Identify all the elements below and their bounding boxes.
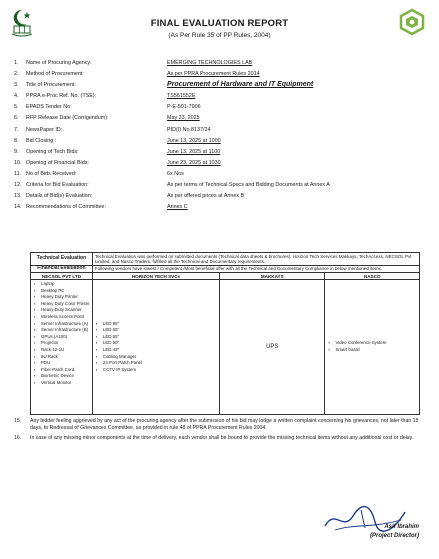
field-label: PPRA e-Proc Ref. No. (TSE): [26, 93, 97, 100]
notes-section [14, 418, 424, 446]
financial-evaluation-row [31, 265, 420, 272]
field-value: June 13, 2025 at 1000 [167, 137, 221, 144]
field-value: As per PPRA Procurement Rules 2014 [167, 71, 260, 78]
field-value: May 23, 2025 [167, 115, 200, 122]
vendor-header-horizon: HORIZON TECH SVCs [92, 272, 219, 279]
list-item: ▪ Biometric Device [41, 373, 90, 380]
report-subtitle: (As Per Rule 35 of PP Rules, 2004) [168, 32, 271, 39]
field-value: P-E-501-7906 [167, 104, 201, 111]
field-row [14, 138, 429, 149]
field-row [14, 60, 429, 71]
list-item: ▪ Cabling Manager [103, 354, 217, 361]
list-item: ▪ LED 65" [103, 327, 217, 334]
list-item: ▪ 9U Rack [41, 354, 90, 361]
vendor-header-row [31, 272, 420, 279]
field-number: 5. [14, 104, 19, 111]
field-value: TS561552E [167, 93, 196, 100]
necsol-item-list [33, 281, 90, 387]
field-value: As per terms of Technical Specs and Bidding Documents at Annex A [167, 182, 330, 189]
field-row [14, 93, 429, 104]
vendor-header-makkays: MAKKAYS [220, 272, 325, 279]
note-text: In case of any missing minor components at the time of delivery, each vendor shall be bound to provide the missing technical items without any additional cost or delay. [30, 435, 414, 442]
field-number: 2. [14, 71, 19, 78]
field-label: Method of Procurement: [26, 71, 84, 78]
report-fields [14, 60, 429, 215]
field-value: Annex C [167, 204, 188, 211]
list-item: ▪ GPUs (A100) [41, 334, 90, 341]
technical-evaluation-label: Technical Evaluation [31, 253, 93, 266]
field-row [14, 127, 429, 138]
field-number: 8. [14, 137, 19, 144]
field-number: 14. [14, 204, 22, 211]
list-item: ▪ Wireless Access Point [41, 314, 90, 321]
nasco-item-list [327, 340, 417, 353]
field-label: Opening of Tech Bids: [26, 148, 79, 155]
field-value: June 13, 2025 at 1100 [167, 148, 221, 155]
field-number: 11. [14, 170, 22, 177]
list-item: ▪ Video Conference System [335, 340, 417, 347]
makkays-items-cell [220, 280, 325, 414]
field-value: As per offered prices at Annex B [167, 193, 245, 200]
field-number: 12. [14, 182, 22, 189]
technical-evaluation-row [31, 253, 420, 266]
field-number: 7. [14, 126, 19, 133]
financial-evaluation-label: Financial Evaluation [31, 265, 93, 272]
field-value: 6x Nos [167, 170, 184, 177]
note-number: 15. [14, 418, 22, 424]
list-item: ▪ Vertical Monitor [41, 380, 90, 387]
vendor-header-nasco: NASCO [325, 272, 420, 279]
signatory-name: Asif Ibrahim [384, 524, 419, 530]
list-item: ▪ Fiber Patch Cord [41, 367, 90, 374]
list-item: ▪ LED 55" [103, 334, 217, 341]
list-item: ▪ Projector [41, 340, 90, 347]
note-text: Any bidder feeling aggrieved by any act of the procuring agency after the submission of his bid may lodge a written complaint concerning his grievances, not later than 15 days, to Redressal of Grievances Committee, as provided in rule 48 of PPRA Procurement Rules 2004. [30, 418, 419, 432]
field-number: 1. [14, 60, 19, 66]
list-item: ▪ Heavy Duty Color Printer [41, 301, 90, 308]
field-row [14, 204, 429, 215]
field-row [14, 149, 429, 160]
field-row [14, 104, 429, 115]
field-label: Bid Closing : [26, 137, 57, 144]
field-label: No of Bids Received: [26, 170, 77, 177]
note-number: 16. [14, 435, 22, 442]
list-item: ▪ Laptop [41, 281, 90, 288]
field-label: Details of Bid(s) Evaluation: [26, 193, 93, 200]
list-item: ▪ LED 43" [103, 347, 217, 354]
field-row [14, 182, 429, 193]
list-item: ▪ PDU [41, 360, 90, 367]
field-label: RFP Release Date (Corrigendum): [26, 115, 109, 122]
list-item: ▪ LED 50" [103, 340, 217, 347]
field-label: Criteria for Bid Evaluation: [26, 182, 89, 189]
field-row [14, 160, 429, 171]
vendor-items-row [31, 280, 420, 414]
field-number: 9. [14, 148, 19, 155]
list-item: ▪ Server Infrastructure (A) [41, 321, 90, 328]
field-label: EPADS Tender No: [26, 104, 72, 111]
list-item: ▪ LED 85" [103, 321, 217, 328]
field-label: Name of Procuring Agency: [26, 60, 92, 66]
field-value: PID(I) No.8137/24 [167, 126, 211, 133]
nasco-items-cell [325, 280, 420, 414]
signatory-designation: (Project Director) [369, 533, 419, 539]
list-item: ▪ Heavy-Duty Scanner [41, 307, 90, 314]
field-value: EMERGING TECHNOLOGIES LAB [167, 60, 253, 66]
list-item: ▪ Smart board [335, 347, 417, 354]
list-item: ▪ CCTV IP System [103, 367, 217, 374]
field-label: Recommendations of Committee: [26, 204, 106, 211]
horizon-item-list [95, 321, 217, 374]
procurement-title-value: Procurement of Hardware and IT Equipment [167, 81, 314, 89]
field-number: 10. [14, 159, 22, 166]
field-row [14, 115, 429, 126]
note-item [14, 418, 424, 432]
field-value: June 23, 2025 at 1030 [167, 159, 221, 166]
list-item: ▪ Server Infrastructure (B) [41, 327, 90, 334]
vendor-header-necsol: NECSOL PVT LTD [31, 272, 93, 279]
field-number: 4. [14, 93, 19, 100]
horizon-items-cell [92, 280, 219, 414]
list-item: ▪ Heavy Duty Printer [41, 294, 90, 301]
field-row [14, 82, 429, 93]
field-label: NewsPaper ID:. [26, 126, 64, 133]
necsol-items-cell [31, 280, 93, 414]
list-item: UPS [266, 343, 279, 350]
field-number: 3. [14, 82, 19, 89]
evaluation-table [30, 252, 420, 415]
technical-evaluation-text: Technical Evaluation was performed on submitted documents (Technical data sheets & brochures), Horizon Tech Services Makkays, TechAccess, NECSOL Pvt Limited, and Nasco Traders, fulfilled all the Technical and Documentary requirements. [92, 253, 419, 266]
note-item [14, 435, 424, 442]
field-number: 6. [14, 115, 19, 122]
financial-evaluation-text: Following vendors have lowest / Competent /Most beneficial offer with all the Technical and Documentary Compliance in below mentioned items. [92, 265, 419, 272]
list-item: ▪ Rack 42-1U [41, 347, 90, 354]
list-item: ▪ Desktop PC [41, 288, 90, 295]
field-label: Opening of Financial Bids: [26, 159, 89, 166]
field-row [14, 171, 429, 182]
report-title: FINAL EVALUATION REPORT [150, 18, 289, 29]
field-number: 13. [14, 193, 22, 200]
field-row [14, 193, 429, 204]
field-label: Title of Procurement: [26, 82, 76, 89]
list-item: ▪ 24 Port Patch Panel [103, 360, 217, 367]
